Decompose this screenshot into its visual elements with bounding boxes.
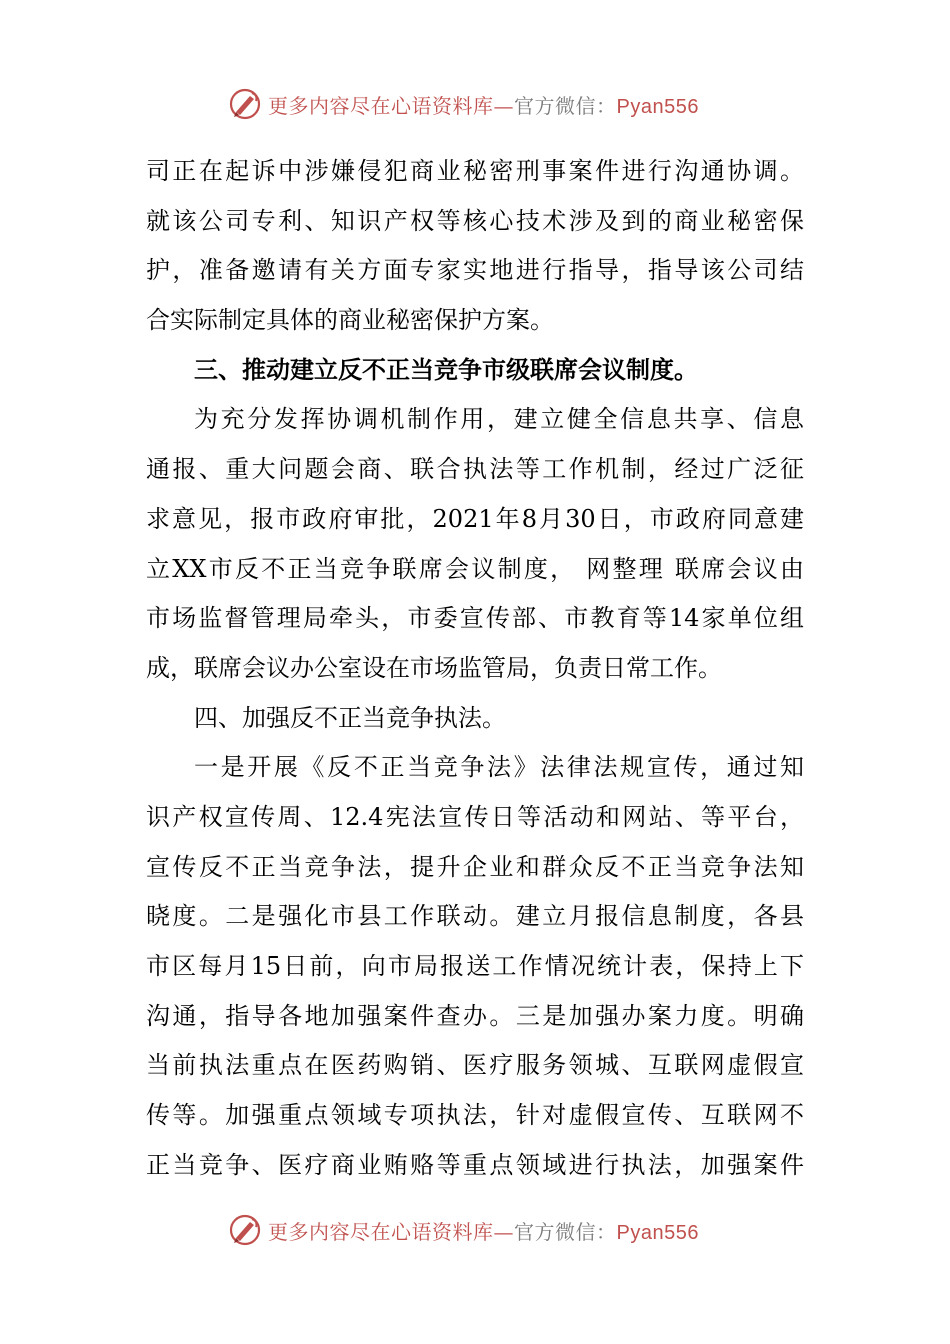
pen-logo-icon <box>228 87 262 121</box>
text-line: 宣传反不正当竞争法，提升企业和群众反不正当竞争法知 <box>146 852 804 881</box>
watermark-text <box>268 90 699 119</box>
watermark-header <box>228 86 728 122</box>
document-body <box>146 147 804 1190</box>
text-line: 一是开展《反不正当竞争法》法律法规宣传，通过知 <box>194 753 804 782</box>
watermark-site: 更多内容尽在心语资料库 <box>268 93 494 118</box>
text-line: 传等。加强重点领域专项执法，针对虚假宣传、互联网不 <box>146 1101 804 1130</box>
text-line: 沟通，指导各地加强案件查办。三是加强办案力度。明确 <box>146 1001 804 1030</box>
text-line: 求意见，报市政府审批，2021年8月30日，市政府同意建 <box>146 504 804 533</box>
text-line: 正当竞争、医疗商业贿赂等重点领域进行执法，加强案件 <box>146 1150 804 1179</box>
text-line: 就该公司专利、知识产权等核心技术涉及到的商业秘密保 <box>146 206 804 235</box>
watermark-site: 更多内容尽在心语资料库 <box>268 1219 494 1244</box>
text-line: 当前执法重点在医药购销、医疗服务领城、互联网虚假宣 <box>146 1051 804 1080</box>
watermark-wechat-label: 官方微信： <box>514 93 617 118</box>
watermark-text <box>268 1216 699 1245</box>
text-line: 市区每月15日前，向市局报送工作情况统计表，保持上下 <box>146 952 804 980</box>
watermark-dash: — <box>493 1219 514 1244</box>
text-line: 护，准备邀请有关方面专家实地进行指导，指导该公司结 <box>146 256 804 285</box>
watermark-wechat-id: Pyan556 <box>616 1221 699 1244</box>
text-line: 成，联席会议办公室设在市场监管局，负责日常工作。 <box>146 653 722 682</box>
watermark-dash: — <box>493 93 514 118</box>
text-line: 通报、重大问题会商、联合执法等工作机制，经过广泛征 <box>146 455 804 484</box>
watermark-wechat-id: Pyan556 <box>616 95 699 118</box>
text-line: 合实际制定具体的商业秘密保护方案。 <box>146 306 554 335</box>
section-heading: 四、加强反不正当竞争执法。 <box>194 703 506 732</box>
pen-logo-icon <box>228 1213 262 1247</box>
text-line: 为充分发挥协调机制作用，建立健全信息共享、信息 <box>194 405 804 434</box>
watermark-wechat-label: 官方微信： <box>514 1219 617 1244</box>
text-line: 晓度。二是强化市县工作联动。建立月报信息制度，各县 <box>146 902 804 931</box>
text-line: 司正在起诉中涉嫌侵犯商业秘密刑事案件进行沟通协调。 <box>146 157 804 185</box>
text-line: 市场监督管理局牵头，市委宣传部、市教育等14家单位组 <box>146 604 804 633</box>
watermark-footer <box>228 1212 728 1248</box>
text-line: 识产权宣传周、12.4宪法宣传日等活动和网站、等平台， <box>146 802 804 831</box>
text-line: 立XX市反不正当竞争联席会议制度， 网整理 联席会议由 <box>146 554 804 583</box>
section-heading: 三、推动建立反不正当竞争市级联席会议制度。 <box>194 355 698 384</box>
